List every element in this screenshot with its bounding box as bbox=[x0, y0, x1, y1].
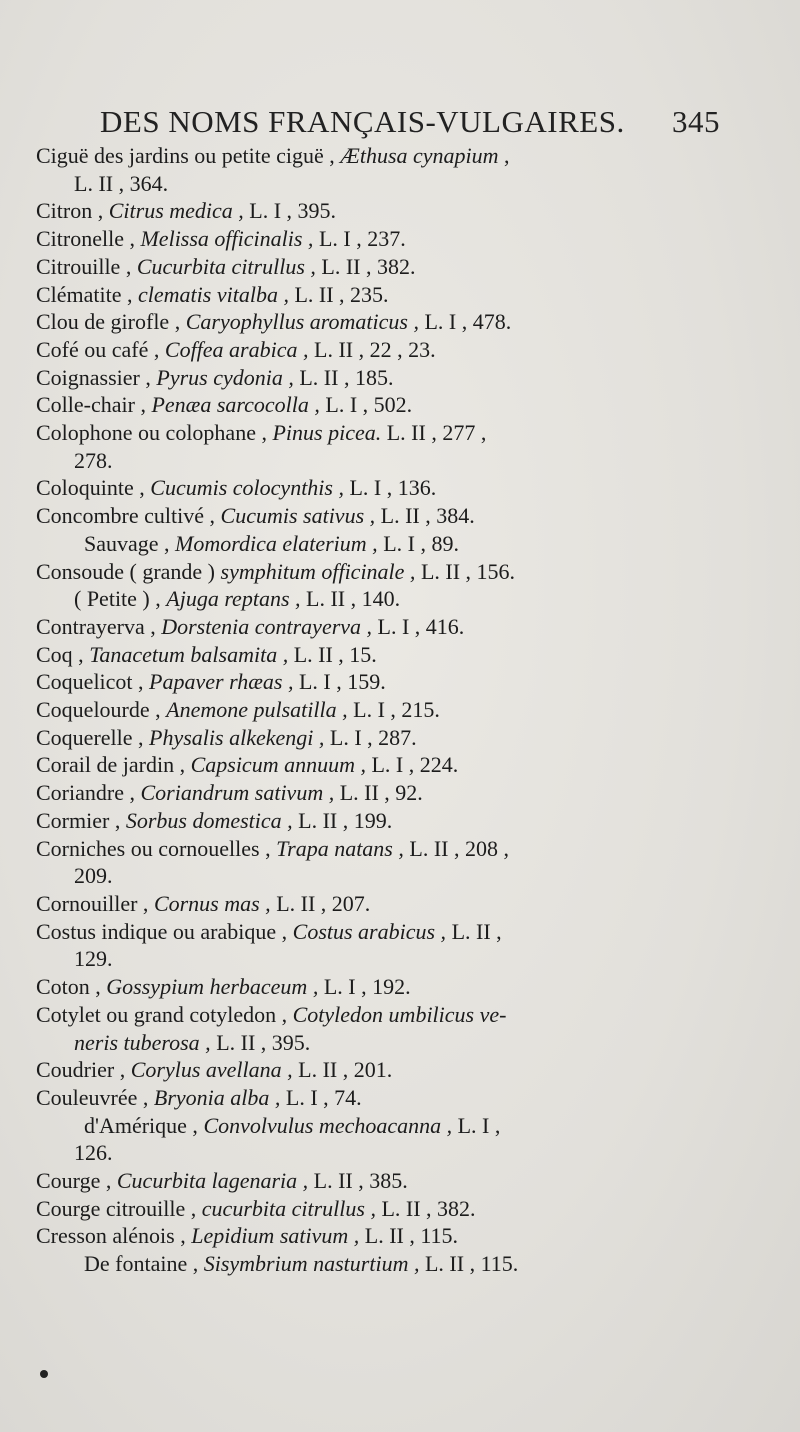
french-name: Citrouille , bbox=[36, 253, 137, 279]
index-entry bbox=[36, 225, 666, 253]
index-entry bbox=[36, 530, 666, 558]
french-name: Consoude ( grande ) bbox=[36, 558, 221, 584]
volume-page-reference: L. I , 416. bbox=[372, 613, 465, 639]
latin-name: Capsicum annuum , bbox=[190, 752, 366, 778]
volume-page-reference: L. II , 201. bbox=[292, 1057, 393, 1083]
index-entry bbox=[36, 1195, 666, 1223]
volume-page-reference: L. II , 277 , bbox=[381, 420, 487, 446]
volume-page-reference: L. II , 207. bbox=[270, 890, 371, 916]
french-name: ( Petite ) , bbox=[74, 586, 167, 612]
index-entry bbox=[36, 1001, 666, 1029]
latin-name: Bryonia alba , bbox=[153, 1084, 281, 1110]
french-name: d'Amérique , bbox=[84, 1112, 204, 1138]
index-entry bbox=[36, 696, 666, 724]
volume-page-reference: L. II , 156. bbox=[415, 558, 516, 584]
page-header-title: DES NOMS FRANÇAIS-VULGAIRES. bbox=[100, 104, 625, 139]
index-entry bbox=[36, 1029, 666, 1057]
latin-name: cucurbita citrullus , bbox=[201, 1195, 376, 1221]
latin-name: clematis vitalba , bbox=[138, 281, 289, 307]
latin-name: Sorbus domestica , bbox=[125, 807, 293, 833]
volume-page-reference: L. II , 185. bbox=[293, 364, 394, 390]
index-entry bbox=[36, 281, 666, 309]
latin-name: Cotyledon umbilicus ve- bbox=[292, 1001, 507, 1027]
latin-name: Cucurbita lagenaria , bbox=[116, 1168, 309, 1194]
french-name: Corail de jardin , bbox=[36, 752, 191, 778]
index-entry bbox=[36, 474, 666, 502]
latin-name: Citrus medica , bbox=[108, 198, 244, 224]
french-name: Coton , bbox=[36, 974, 107, 1000]
index-entry bbox=[36, 391, 666, 419]
volume-page-reference: L. I , 89. bbox=[377, 530, 459, 556]
french-name: 278. bbox=[74, 447, 113, 473]
volume-page-reference: L. I , 287. bbox=[324, 724, 417, 750]
french-name: Concombre cultivé , bbox=[36, 503, 221, 529]
volume-page-reference: L. I , 395. bbox=[243, 198, 337, 224]
latin-name: Cornus mas , bbox=[153, 890, 271, 916]
french-name: L. II , 364. bbox=[74, 170, 169, 196]
page-number: 345 bbox=[672, 104, 720, 139]
index-entry bbox=[36, 779, 666, 807]
latin-name: Papaver rhæas , bbox=[149, 669, 294, 695]
latin-name: Lepidium sativum , bbox=[191, 1223, 360, 1249]
volume-page-reference: L. I , 224. bbox=[365, 752, 459, 778]
latin-name: Coriandrum sativum , bbox=[140, 780, 335, 806]
volume-page-reference: L. II , 115. bbox=[419, 1251, 519, 1277]
french-name: Coignassier , bbox=[36, 364, 157, 390]
index-entry bbox=[36, 945, 666, 973]
index-entry bbox=[36, 1222, 666, 1250]
french-name: Cofé ou café , bbox=[36, 336, 165, 362]
index-entry bbox=[36, 364, 666, 392]
index-entry bbox=[36, 447, 666, 475]
french-name: Coudrier , bbox=[36, 1057, 131, 1083]
volume-page-reference: L. II , 382. bbox=[375, 1195, 476, 1221]
index-entry bbox=[36, 641, 666, 669]
latin-name: Caryophyllus aromaticus , bbox=[185, 309, 419, 335]
index-entry bbox=[36, 558, 666, 586]
index-entry bbox=[36, 862, 666, 890]
index-entry bbox=[36, 807, 666, 835]
volume-page-reference: L. I , 502. bbox=[319, 392, 413, 418]
french-name: Coquerelle , bbox=[36, 724, 150, 750]
latin-name: Melissa officinalis , bbox=[140, 226, 314, 252]
french-name: Coloquinte , bbox=[36, 475, 151, 501]
index-entry bbox=[36, 835, 666, 863]
latin-name: Anemone pulsatilla , bbox=[166, 697, 348, 723]
french-name: 129. bbox=[74, 946, 113, 972]
volume-page-reference: L. II , 235. bbox=[288, 281, 389, 307]
index-entry bbox=[36, 1167, 666, 1195]
latin-name: Coffea arabica , bbox=[164, 336, 309, 362]
volume-page-reference: L. II , 22 , 23. bbox=[308, 336, 436, 362]
french-name: Courge citrouille , bbox=[36, 1195, 202, 1221]
latin-name: Momordica elaterium , bbox=[175, 530, 378, 556]
volume-page-reference: L. I , 192. bbox=[318, 974, 411, 1000]
index-entry bbox=[36, 308, 666, 336]
latin-name: Physalis alkekengi , bbox=[149, 724, 325, 750]
index-entry bbox=[36, 253, 666, 281]
index-entry bbox=[36, 502, 666, 530]
volume-page-reference: L. II , 92. bbox=[334, 780, 423, 806]
volume-page-reference: L. I , 74. bbox=[280, 1084, 362, 1110]
volume-page-reference: L. I , 215. bbox=[347, 697, 440, 723]
latin-name: Cucurbita citrullus , bbox=[136, 253, 316, 279]
french-name: Cormier , bbox=[36, 807, 126, 833]
french-name: Cresson alénois , bbox=[36, 1223, 192, 1249]
index-entries bbox=[36, 142, 666, 1278]
french-name: Clématite , bbox=[36, 281, 139, 307]
latin-name: neris tuberosa , bbox=[74, 1029, 211, 1055]
running-header bbox=[100, 104, 720, 140]
french-name: Coq , bbox=[36, 641, 90, 667]
index-entry bbox=[36, 170, 666, 198]
index-entry bbox=[36, 419, 666, 447]
latin-name: Convolvulus mechoacanna , bbox=[203, 1112, 453, 1138]
index-entry bbox=[36, 973, 666, 1001]
french-name: Citronelle , bbox=[36, 226, 141, 252]
latin-name: Penæa sarcocolla , bbox=[151, 392, 320, 418]
index-entry bbox=[36, 1250, 666, 1278]
volume-page-reference: L. II , 382. bbox=[315, 253, 416, 279]
latin-name: Cucumis colocynthis , bbox=[150, 475, 344, 501]
index-entry bbox=[36, 918, 666, 946]
volume-page-reference: L. II , 199. bbox=[292, 807, 393, 833]
volume-page-reference: , bbox=[498, 143, 510, 168]
latin-name: Trapa natans , bbox=[276, 835, 404, 861]
index-entry bbox=[36, 668, 666, 696]
index-entry bbox=[36, 751, 666, 779]
index-entry bbox=[36, 336, 666, 364]
volume-page-reference: L. II , 208 , bbox=[403, 835, 509, 861]
index-entry bbox=[36, 613, 666, 641]
french-name: Citron , bbox=[36, 198, 109, 224]
french-name: Cotylet ou grand cotyledon , bbox=[36, 1001, 293, 1027]
latin-name: Pinus picea. bbox=[272, 420, 382, 446]
volume-page-reference: L. I , 136. bbox=[343, 475, 437, 501]
volume-page-reference: L. II , 115. bbox=[359, 1223, 459, 1249]
french-name: Colophone ou colophane , bbox=[36, 420, 273, 446]
french-name: Corniches ou cornouelles , bbox=[36, 835, 277, 861]
volume-page-reference: L. II , bbox=[446, 918, 502, 944]
french-name: Clou de girofle , bbox=[36, 309, 186, 335]
index-entry bbox=[36, 1139, 666, 1167]
volume-page-reference: L. II , 384. bbox=[375, 503, 475, 529]
index-entry bbox=[36, 1056, 666, 1084]
volume-page-reference: L. II , 395. bbox=[210, 1029, 311, 1055]
french-name: Ciguë des jardins ou petite ciguë , bbox=[36, 143, 341, 168]
volume-page-reference: L. I , bbox=[452, 1112, 501, 1138]
volume-page-reference: L. II , 15. bbox=[288, 641, 377, 667]
french-name: De fontaine , bbox=[84, 1251, 204, 1277]
ink-speck bbox=[40, 1370, 48, 1378]
french-name: 209. bbox=[74, 863, 113, 889]
latin-name: Cucumis sativus , bbox=[220, 503, 376, 529]
volume-page-reference: L. II , 385. bbox=[308, 1168, 408, 1194]
french-name: Contrayerva , bbox=[36, 613, 162, 639]
index-entry bbox=[36, 1112, 666, 1140]
index-entry bbox=[36, 724, 666, 752]
latin-name: Gossypium herbaceum , bbox=[106, 974, 319, 1000]
latin-name: Dorstenia contrayerva , bbox=[161, 613, 373, 639]
french-name: 126. bbox=[74, 1140, 113, 1166]
latin-name: Tanacetum balsamita , bbox=[89, 641, 289, 667]
latin-name: Costus arabicus , bbox=[292, 918, 447, 944]
latin-name: Pyrus cydonia , bbox=[156, 364, 294, 390]
french-name: Costus indique ou arabique , bbox=[36, 918, 293, 944]
french-name: Couleuvrée , bbox=[36, 1084, 154, 1110]
french-name: Coquelourde , bbox=[36, 697, 167, 723]
french-name: Sauvage , bbox=[84, 530, 176, 556]
volume-page-reference: L. I , 159. bbox=[293, 669, 386, 695]
latin-name: Corylus avellana , bbox=[130, 1057, 293, 1083]
latin-name: symphitum officinale , bbox=[220, 558, 416, 584]
latin-name: Sisymbrium nasturtium , bbox=[203, 1251, 420, 1277]
index-entry bbox=[36, 142, 666, 170]
index-entry bbox=[36, 197, 666, 225]
volume-page-reference: L. I , 237. bbox=[313, 226, 406, 252]
index-entry bbox=[36, 585, 666, 613]
latin-name: Ajuga reptans , bbox=[166, 586, 301, 612]
french-name: Coquelicot , bbox=[36, 669, 150, 695]
french-name: Colle-chair , bbox=[36, 392, 152, 418]
volume-page-reference: L. II , 140. bbox=[300, 586, 401, 612]
volume-page-reference: L. I , 478. bbox=[418, 309, 512, 335]
index-entry bbox=[36, 890, 666, 918]
french-name: Courge , bbox=[36, 1168, 117, 1194]
latin-name: Æthusa cynapium bbox=[340, 143, 499, 168]
index-entry bbox=[36, 1084, 666, 1112]
french-name: Coriandre , bbox=[36, 780, 141, 806]
french-name: Cornouiller , bbox=[36, 890, 154, 916]
